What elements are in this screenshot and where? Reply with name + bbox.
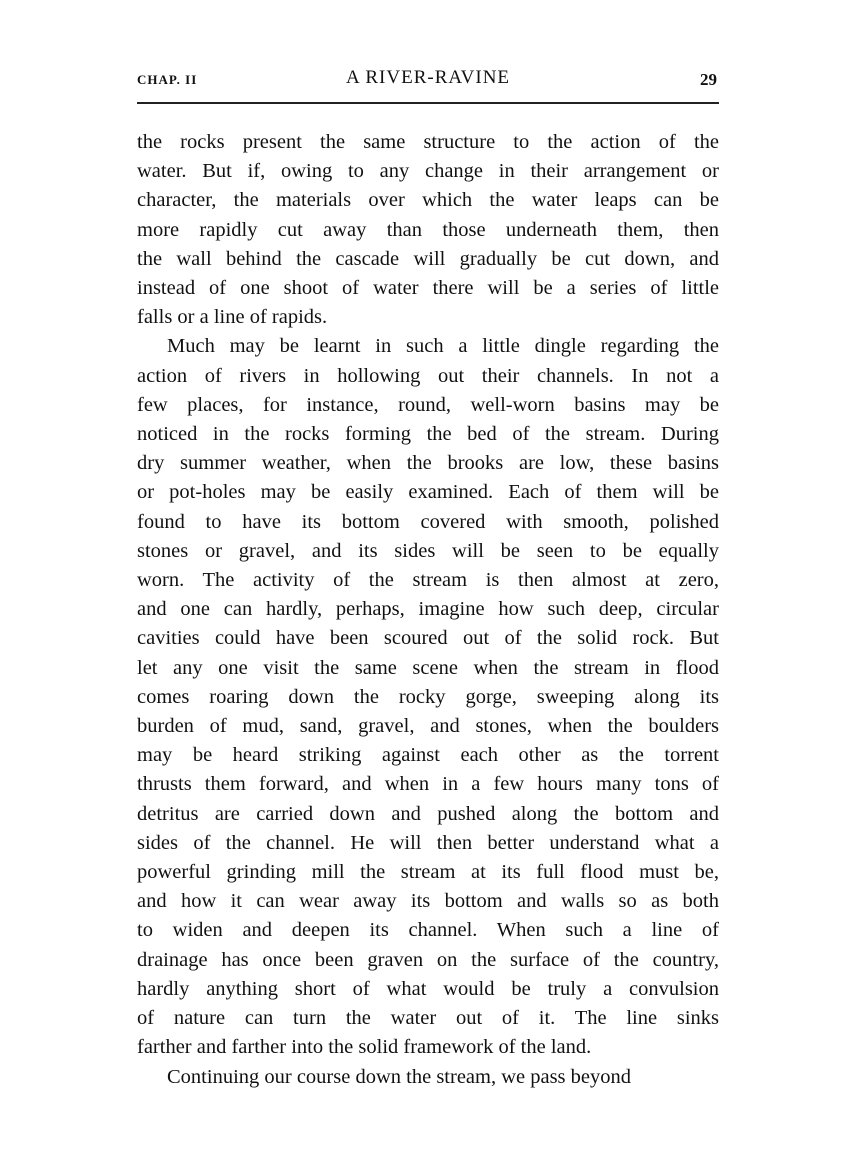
- text-line: and one can hardly, perhaps, imagine how such deep, circular: [137, 598, 719, 621]
- text-line: may be heard striking against each other as the torrent: [137, 744, 719, 767]
- text-line: drainage has once been graven on the surface of the country,: [137, 948, 719, 971]
- text-line: detritus are carried down and pushed along the bottom and: [137, 802, 719, 825]
- text-line: or pot-holes may be easily examined. Each of them will be: [137, 481, 719, 504]
- text-line: burden of mud, sand, gravel, and stones, when the boulders: [137, 715, 719, 738]
- text-line: falls or a line of rapids.: [137, 306, 328, 329]
- text-line: thrusts them forward, and when in a few hours many tons of: [137, 773, 719, 796]
- text-line: let any one visit the same scene when the stream in flood: [137, 656, 719, 679]
- page-number: 29: [700, 70, 717, 89]
- text-line: found to have its bottom covered with smooth, polished: [137, 510, 719, 533]
- running-title: A RIVER-RAVINE: [345, 67, 511, 88]
- text-line: cavities could have been scoured out of the solid rock. But: [137, 627, 719, 650]
- chapter-label: CHAP. II: [137, 72, 198, 87]
- text-line: stones or gravel, and its sides will be seen to be equally: [137, 539, 719, 562]
- header-rule: [137, 102, 719, 104]
- text-line: action of rivers in hollowing out their channels. In not a: [137, 364, 719, 387]
- text-line: noticed in the rocks forming the bed of the stream. During: [137, 423, 719, 446]
- text-line: of nature can turn the water out of it. The line sinks: [137, 1007, 719, 1030]
- text-line: water. But if, owing to any change in their arrangement or: [137, 160, 719, 183]
- running-header: [137, 62, 719, 94]
- text-line: hardly anything short of what would be truly a convulsion: [137, 977, 719, 1000]
- text-line: powerful grinding mill the stream at its full flood must be,: [137, 861, 719, 884]
- text-line: farther and farther into the solid framework of the land.: [137, 1036, 592, 1059]
- text-line: the wall behind the cascade will gradually be cut down, and: [137, 247, 719, 270]
- text-line: Continuing our course down the stream, we pass beyond: [167, 1065, 632, 1088]
- book-page: [137, 62, 719, 1092]
- text-line: character, the materials over which the water leaps can be: [137, 189, 719, 212]
- text-line: few places, for instance, round, well-worn basins may be: [137, 393, 719, 416]
- text-line: more rapidly cut away than those underneath them, then: [137, 218, 719, 241]
- text-line: instead of one shoot of water there will be a series of little: [137, 277, 719, 300]
- text-line: to widen and deepen its channel. When such a line of: [137, 919, 719, 942]
- text-line: dry summer weather, when the brooks are low, these basins: [137, 452, 719, 475]
- text-line: worn. The activity of the stream is then almost at zero,: [137, 569, 719, 592]
- body-text: [137, 128, 719, 1092]
- text-line: the rocks present the same structure to the action of the: [137, 131, 719, 153]
- text-line: comes roaring down the rocky gorge, sweeping along its: [137, 685, 719, 708]
- text-line: sides of the channel. He will then better understand what a: [137, 831, 719, 854]
- text-line: Much may be learnt in such a little dingle regarding the: [167, 335, 719, 358]
- text-line: and how it can wear away its bottom and walls so as both: [137, 890, 719, 913]
